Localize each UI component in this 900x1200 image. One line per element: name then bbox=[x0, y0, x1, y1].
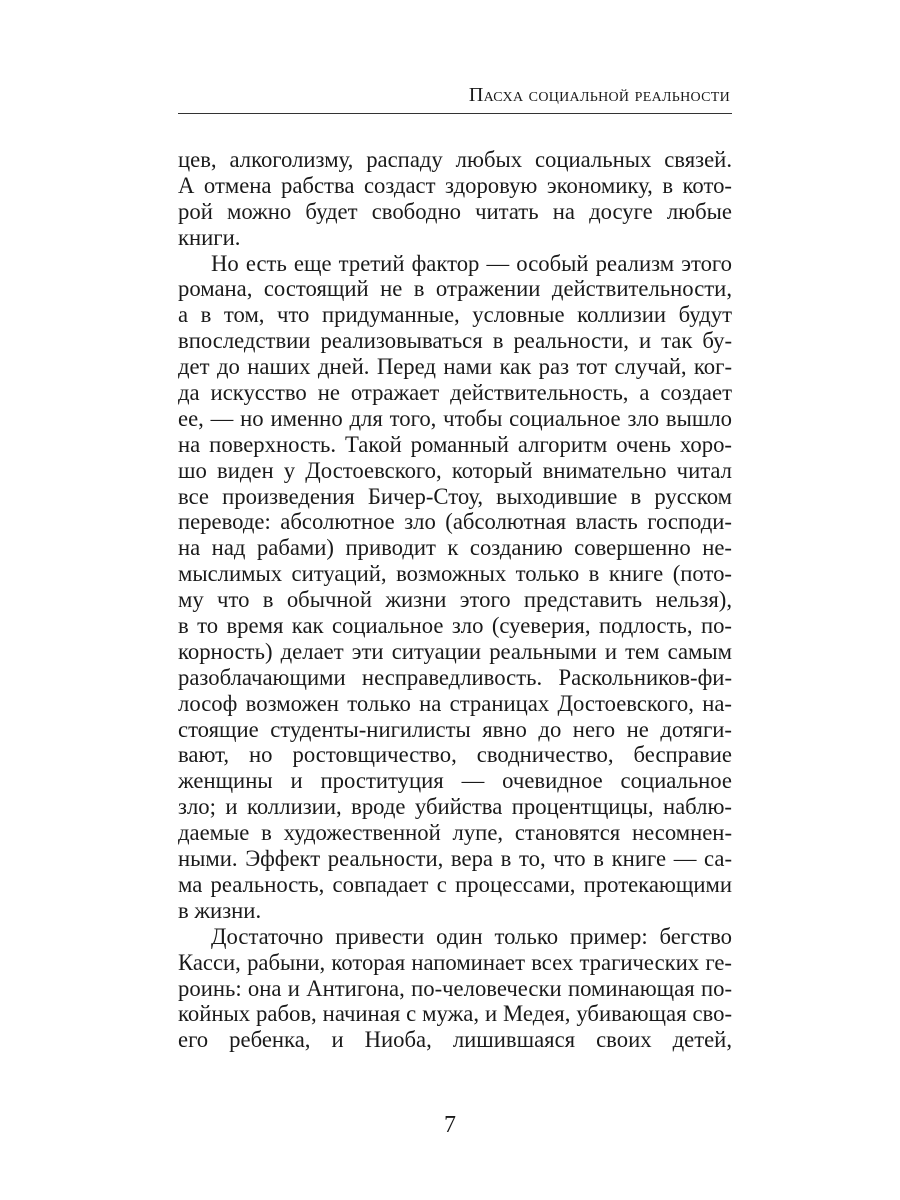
text-line: все произведения Бичер-Стоу, выходившие в русском bbox=[178, 483, 732, 509]
text-line: да искусство не отражает действительность, а создает bbox=[178, 380, 732, 406]
text-line: А отмена рабства создаст здоровую экономику, в кото- bbox=[178, 172, 732, 198]
text-line: в жизни. bbox=[178, 897, 262, 923]
text-line: цев, алкоголизму, распаду любых социальных связей. bbox=[178, 147, 732, 172]
text-line: переводе: абсолютное зло (абсолютная власть господи- bbox=[178, 509, 732, 535]
text-line: вают, но ростовщичество, сводничество, бесправие bbox=[178, 742, 732, 768]
text-line: койных рабов, начиная с мужа, и Медея, убивающая сво- bbox=[178, 1001, 732, 1027]
text-line: зло; и коллизии, вроде убийства процентщицы, наблю- bbox=[178, 794, 732, 820]
text-line-paragraph-start: Достаточно привести один только пример: бегство bbox=[211, 923, 732, 949]
text-line: романа, состоящий не в отражении действительности, bbox=[178, 276, 732, 302]
text-line: корность) делает эти ситуации реальными и тем самым bbox=[178, 638, 732, 664]
page-number: 7 bbox=[444, 1112, 456, 1138]
text-line: его ребенка, и Ниоба, лишившаяся своих детей, bbox=[178, 1027, 732, 1053]
text-line: стоящие студенты-нигилисты явно до него не дотяги- bbox=[178, 716, 732, 742]
running-head: Пасха социальной реальности bbox=[468, 84, 730, 106]
text-line: Касси, рабыни, которая напоминает всех трагических ге- bbox=[178, 949, 732, 975]
text-line-paragraph-start: Но есть еще третий фактор — особый реализм этого bbox=[211, 250, 732, 276]
text-line: рой можно будет свободно читать на досуге любые bbox=[178, 198, 732, 224]
text-line: на над рабами) приводит к созданию совершенно не- bbox=[178, 535, 732, 561]
text-line: мыслимых ситуаций, возможных только в книге (пото- bbox=[178, 561, 732, 587]
body-text bbox=[178, 147, 732, 1053]
text-line: разоблачающими несправедливость. Раскольников-фи- bbox=[178, 664, 732, 690]
text-line: в то время как социальное зло (суеверия, подлость, по- bbox=[178, 613, 732, 639]
text-line: даемые в художественной лупе, становятся несомнен- bbox=[178, 820, 732, 846]
text-line: а в том, что придуманные, условные коллизии будут bbox=[178, 302, 732, 328]
text-line: женщины и проституция — очевидное социальное bbox=[178, 768, 732, 794]
text-line: ными. Эффект реальности, вера в то, что в книге — са- bbox=[178, 846, 732, 872]
text-line: роинь: она и Антигона, по-человечески поминающая по- bbox=[178, 975, 732, 1001]
text-line: книги. bbox=[178, 224, 241, 250]
text-line: на поверхность. Такой романный алгоритм очень хоро- bbox=[178, 431, 732, 457]
text-line: лософ возможен только на страницах Достоевского, на- bbox=[178, 690, 732, 716]
text-line: впоследствии реализовываться в реальности, и так бу- bbox=[178, 328, 732, 354]
text-line: му что в обычной жизни этого представить нельзя), bbox=[178, 587, 732, 613]
text-line: шо виден у Достоевского, который внимательно читал bbox=[178, 457, 732, 483]
text-line: ма реальность, совпадает с процессами, протекающими bbox=[178, 871, 732, 897]
text-line: дет до наших дней. Перед нами как раз тот случай, ког- bbox=[178, 354, 732, 380]
header-rule bbox=[178, 113, 732, 114]
text-line: ее, — но именно для того, чтобы социальное зло вышло bbox=[178, 405, 732, 431]
